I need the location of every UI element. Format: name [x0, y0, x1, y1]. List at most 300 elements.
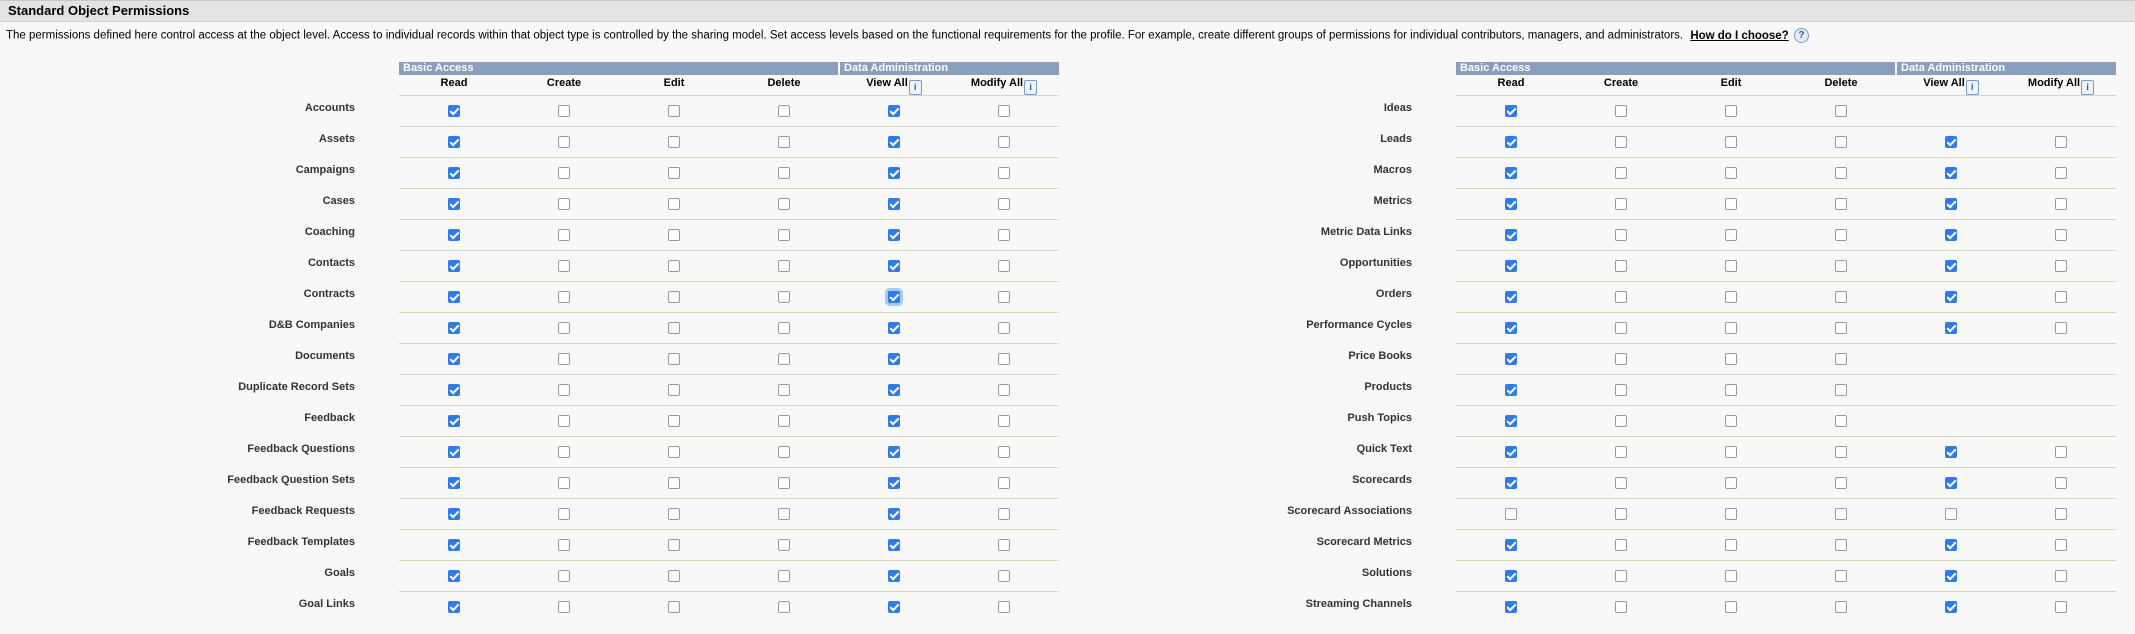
- object-label: Feedback: [304, 411, 355, 424]
- read-checkbox[interactable]: [448, 167, 460, 179]
- col-modify-all: [949, 75, 1059, 96]
- delete-checkbox[interactable]: [1835, 477, 1847, 489]
- read-checkbox[interactable]: [1505, 508, 1517, 520]
- empty-cell: [2006, 375, 2116, 406]
- edit-checkbox[interactable]: [1725, 229, 1737, 241]
- modify-all-checkbox[interactable]: [2055, 508, 2067, 520]
- create-checkbox[interactable]: [558, 229, 570, 241]
- modify-all-checkbox[interactable]: [998, 167, 1010, 179]
- delete-checkbox[interactable]: [778, 601, 790, 613]
- create-checkbox[interactable]: [558, 508, 570, 520]
- permission-cell: [729, 127, 839, 158]
- modify-all-checkbox[interactable]: [2055, 167, 2067, 179]
- object-label: Quick Text: [1356, 442, 1412, 455]
- edit-checkbox[interactable]: [1725, 322, 1737, 334]
- info-icon[interactable]: i: [1024, 80, 1037, 95]
- read-checkbox[interactable]: [448, 539, 460, 551]
- read-checkbox[interactable]: [448, 291, 460, 303]
- permission-cell: [509, 375, 619, 406]
- info-icon[interactable]: i: [909, 80, 922, 95]
- delete-checkbox[interactable]: [1835, 105, 1847, 117]
- view-all-checkbox[interactable]: [888, 446, 900, 458]
- permission-cell: [1566, 220, 1676, 251]
- permission-cell: [1786, 499, 1896, 530]
- permission-cell: [1566, 344, 1676, 375]
- delete-checkbox[interactable]: [778, 477, 790, 489]
- create-checkbox[interactable]: [1615, 198, 1627, 210]
- create-checkbox[interactable]: [558, 477, 570, 489]
- permission-row: [1057, 406, 2116, 437]
- permission-cell: [1456, 592, 1566, 623]
- permission-row: [0, 251, 1059, 282]
- permission-cell: [949, 313, 1059, 344]
- create-checkbox[interactable]: [1615, 322, 1627, 334]
- read-checkbox[interactable]: [1505, 260, 1517, 272]
- edit-checkbox[interactable]: [1725, 570, 1737, 582]
- edit-checkbox[interactable]: [1725, 477, 1737, 489]
- delete-checkbox[interactable]: [778, 539, 790, 551]
- read-checkbox[interactable]: [1505, 198, 1517, 210]
- read-checkbox[interactable]: [448, 136, 460, 148]
- delete-checkbox[interactable]: [1835, 384, 1847, 396]
- permission-row: [1057, 592, 2116, 623]
- view-all-checkbox[interactable]: [888, 570, 900, 582]
- modify-all-checkbox[interactable]: [998, 601, 1010, 613]
- permission-cell: [399, 189, 509, 220]
- permission-cell: [1566, 592, 1676, 623]
- delete-checkbox[interactable]: [1835, 136, 1847, 148]
- permission-cell: [1786, 189, 1896, 220]
- delete-checkbox[interactable]: [1835, 291, 1847, 303]
- permission-cell: [1456, 561, 1566, 592]
- edit-checkbox[interactable]: [1725, 353, 1737, 365]
- create-checkbox[interactable]: [558, 291, 570, 303]
- modify-all-checkbox[interactable]: [998, 260, 1010, 272]
- permission-cell: [1896, 499, 2006, 530]
- permission-cell: [729, 251, 839, 282]
- permission-cell: [839, 375, 949, 406]
- create-checkbox[interactable]: [1615, 229, 1627, 241]
- permission-cell: [2006, 158, 2116, 189]
- permission-cell: [2006, 592, 2116, 623]
- delete-checkbox[interactable]: [1835, 198, 1847, 210]
- permission-row: [0, 406, 1059, 437]
- permission-cell: [509, 406, 619, 437]
- read-checkbox[interactable]: [448, 384, 460, 396]
- permission-cell: [1786, 437, 1896, 468]
- permission-cell: [509, 127, 619, 158]
- permission-row: [1057, 96, 2116, 127]
- read-checkbox[interactable]: [448, 260, 460, 272]
- read-checkbox[interactable]: [1505, 446, 1517, 458]
- permission-cell: [839, 313, 949, 344]
- permission-cell: [729, 344, 839, 375]
- object-label: Scorecard Metrics: [1316, 535, 1412, 548]
- edit-checkbox[interactable]: [668, 384, 680, 396]
- create-checkbox[interactable]: [1615, 105, 1627, 117]
- view-all-checkbox[interactable]: [1945, 601, 1957, 613]
- read-checkbox[interactable]: [448, 415, 460, 427]
- object-label: Push Topics: [1347, 411, 1412, 424]
- permission-cell: [1786, 282, 1896, 313]
- edit-checkbox[interactable]: [1725, 415, 1737, 427]
- delete-checkbox[interactable]: [778, 291, 790, 303]
- delete-checkbox[interactable]: [1835, 322, 1847, 334]
- read-checkbox[interactable]: [448, 477, 460, 489]
- modify-all-checkbox[interactable]: [2055, 477, 2067, 489]
- edit-checkbox[interactable]: [1725, 260, 1737, 272]
- permission-cell: [1896, 251, 2006, 282]
- edit-checkbox[interactable]: [668, 446, 680, 458]
- permission-cell: [1786, 468, 1896, 499]
- create-checkbox[interactable]: [558, 105, 570, 117]
- edit-checkbox[interactable]: [668, 198, 680, 210]
- create-checkbox[interactable]: [558, 260, 570, 272]
- view-all-checkbox[interactable]: [888, 477, 900, 489]
- edit-checkbox[interactable]: [1725, 105, 1737, 117]
- permission-cell: [949, 561, 1059, 592]
- permission-cell: [2006, 437, 2116, 468]
- permission-cell: [949, 96, 1059, 127]
- modify-all-checkbox[interactable]: [2055, 570, 2067, 582]
- create-checkbox[interactable]: [1615, 260, 1627, 272]
- create-checkbox[interactable]: [1615, 384, 1627, 396]
- delete-checkbox[interactable]: [778, 260, 790, 272]
- modify-all-checkbox[interactable]: [998, 105, 1010, 117]
- permission-cell: [2006, 282, 2116, 313]
- permission-cell: [2006, 127, 2116, 158]
- edit-checkbox[interactable]: [668, 539, 680, 551]
- permission-cell: [619, 127, 729, 158]
- modify-all-checkbox[interactable]: [998, 384, 1010, 396]
- edit-checkbox[interactable]: [668, 291, 680, 303]
- edit-checkbox[interactable]: [668, 570, 680, 582]
- delete-checkbox[interactable]: [778, 322, 790, 334]
- create-checkbox[interactable]: [558, 570, 570, 582]
- create-checkbox[interactable]: [558, 322, 570, 334]
- delete-checkbox[interactable]: [778, 229, 790, 241]
- empty-cell: [2006, 96, 2116, 127]
- permission-cell: [1456, 189, 1566, 220]
- edit-checkbox[interactable]: [668, 508, 680, 520]
- view-all-checkbox[interactable]: [1945, 229, 1957, 241]
- create-checkbox[interactable]: [1615, 601, 1627, 613]
- permission-cell: [619, 220, 729, 251]
- permission-cell: [1456, 96, 1566, 127]
- create-checkbox[interactable]: [558, 415, 570, 427]
- modify-all-checkbox[interactable]: [998, 291, 1010, 303]
- create-checkbox[interactable]: [558, 601, 570, 613]
- help-icon[interactable]: ?: [1794, 28, 1809, 43]
- read-checkbox[interactable]: [448, 508, 460, 520]
- permission-cell: [399, 499, 509, 530]
- delete-checkbox[interactable]: [778, 198, 790, 210]
- delete-checkbox[interactable]: [778, 384, 790, 396]
- read-checkbox[interactable]: [448, 446, 460, 458]
- view-all-checkbox[interactable]: [1945, 446, 1957, 458]
- edit-checkbox[interactable]: [1725, 601, 1737, 613]
- permission-cell: [509, 561, 619, 592]
- view-all-checkbox[interactable]: [1945, 477, 1957, 489]
- view-all-checkbox[interactable]: [888, 384, 900, 396]
- edit-checkbox[interactable]: [668, 136, 680, 148]
- permission-cell: [2006, 468, 2116, 499]
- permission-cell: [509, 499, 619, 530]
- view-all-checkbox[interactable]: [888, 105, 900, 117]
- read-checkbox[interactable]: [1505, 291, 1517, 303]
- view-all-checkbox[interactable]: [888, 508, 900, 520]
- create-checkbox[interactable]: [1615, 539, 1627, 551]
- view-all-checkbox[interactable]: [1945, 167, 1957, 179]
- view-all-checkbox[interactable]: [888, 291, 900, 303]
- how-do-i-choose-link[interactable]: How do I choose?: [1690, 29, 1789, 42]
- permission-cell: [1566, 251, 1676, 282]
- delete-checkbox[interactable]: [778, 105, 790, 117]
- read-checkbox[interactable]: [1505, 477, 1517, 489]
- create-checkbox[interactable]: [1615, 353, 1627, 365]
- read-checkbox[interactable]: [448, 198, 460, 210]
- info-icon[interactable]: i: [1966, 80, 1979, 95]
- empty-cell: [1896, 406, 2006, 437]
- permission-cell: [1676, 468, 1786, 499]
- modify-all-checkbox[interactable]: [2055, 446, 2067, 458]
- read-checkbox[interactable]: [1505, 415, 1517, 427]
- col-edit: Edit: [1720, 77, 1742, 89]
- edit-checkbox[interactable]: [668, 477, 680, 489]
- edit-checkbox[interactable]: [1725, 167, 1737, 179]
- permission-cell: [1456, 499, 1566, 530]
- modify-all-checkbox[interactable]: [2055, 291, 2067, 303]
- edit-checkbox[interactable]: [668, 353, 680, 365]
- delete-checkbox[interactable]: [1835, 353, 1847, 365]
- read-checkbox[interactable]: [1505, 353, 1517, 365]
- permission-cell: [949, 127, 1059, 158]
- create-checkbox[interactable]: [558, 198, 570, 210]
- create-checkbox[interactable]: [558, 353, 570, 365]
- read-checkbox[interactable]: [448, 570, 460, 582]
- modify-all-checkbox[interactable]: [998, 198, 1010, 210]
- permission-cell: [619, 499, 729, 530]
- delete-checkbox[interactable]: [778, 136, 790, 148]
- edit-checkbox[interactable]: [668, 322, 680, 334]
- read-checkbox[interactable]: [1505, 105, 1517, 117]
- delete-checkbox[interactable]: [778, 508, 790, 520]
- edit-checkbox[interactable]: [1725, 198, 1737, 210]
- edit-checkbox[interactable]: [668, 415, 680, 427]
- view-all-checkbox[interactable]: [888, 198, 900, 210]
- view-all-checkbox[interactable]: [888, 322, 900, 334]
- edit-checkbox[interactable]: [668, 229, 680, 241]
- modify-all-checkbox[interactable]: [998, 539, 1010, 551]
- delete-checkbox[interactable]: [778, 446, 790, 458]
- create-checkbox[interactable]: [1615, 291, 1627, 303]
- read-checkbox[interactable]: [1505, 136, 1517, 148]
- edit-checkbox[interactable]: [1725, 136, 1737, 148]
- create-checkbox[interactable]: [1615, 167, 1627, 179]
- permission-row: [0, 158, 1059, 189]
- view-all-checkbox[interactable]: [1945, 260, 1957, 272]
- view-all-checkbox[interactable]: [888, 539, 900, 551]
- permission-row: [0, 375, 1059, 406]
- edit-checkbox[interactable]: [1725, 539, 1737, 551]
- permission-cell: [949, 344, 1059, 375]
- permission-cell: [1896, 468, 2006, 499]
- modify-all-checkbox[interactable]: [2055, 229, 2067, 241]
- edit-checkbox[interactable]: [668, 167, 680, 179]
- permission-row: [1057, 530, 2116, 561]
- view-all-checkbox[interactable]: [1945, 291, 1957, 303]
- permission-cell: [839, 406, 949, 437]
- edit-checkbox[interactable]: [1725, 446, 1737, 458]
- delete-checkbox[interactable]: [1835, 508, 1847, 520]
- view-all-checkbox[interactable]: [888, 136, 900, 148]
- modify-all-checkbox[interactable]: [2055, 198, 2067, 210]
- read-checkbox[interactable]: [1505, 167, 1517, 179]
- permission-cell: [619, 375, 729, 406]
- modify-all-checkbox[interactable]: [2055, 136, 2067, 148]
- permission-cell: [1456, 282, 1566, 313]
- create-checkbox[interactable]: [1615, 570, 1627, 582]
- info-icon[interactable]: i: [2081, 80, 2094, 95]
- permission-cell: [509, 96, 619, 127]
- modify-all-checkbox[interactable]: [2055, 260, 2067, 272]
- delete-checkbox[interactable]: [1835, 167, 1847, 179]
- view-all-checkbox[interactable]: [888, 601, 900, 613]
- view-all-checkbox[interactable]: [1945, 136, 1957, 148]
- edit-checkbox[interactable]: [668, 601, 680, 613]
- delete-checkbox[interactable]: [1835, 229, 1847, 241]
- modify-all-checkbox[interactable]: [2055, 322, 2067, 334]
- permission-cell: [1786, 344, 1896, 375]
- permission-cell: [399, 313, 509, 344]
- delete-checkbox[interactable]: [778, 167, 790, 179]
- col-delete: Delete: [767, 77, 801, 89]
- modify-all-checkbox[interactable]: [998, 446, 1010, 458]
- read-checkbox[interactable]: [1505, 229, 1517, 241]
- permission-cell: [1676, 220, 1786, 251]
- delete-checkbox[interactable]: [1835, 446, 1847, 458]
- delete-checkbox[interactable]: [778, 353, 790, 365]
- delete-checkbox[interactable]: [1835, 260, 1847, 272]
- permission-cell: [1456, 375, 1566, 406]
- permission-cell: [1786, 592, 1896, 623]
- delete-checkbox[interactable]: [778, 570, 790, 582]
- permission-cell: [1456, 344, 1566, 375]
- modify-all-checkbox[interactable]: [998, 229, 1010, 241]
- object-label: Contacts: [307, 256, 355, 269]
- permission-cell: [1566, 189, 1676, 220]
- view-all-checkbox[interactable]: [1945, 322, 1957, 334]
- create-checkbox[interactable]: [558, 136, 570, 148]
- permission-cell: [1676, 127, 1786, 158]
- modify-all-checkbox[interactable]: [998, 322, 1010, 334]
- col-view-all: [839, 75, 949, 96]
- read-checkbox[interactable]: [1505, 384, 1517, 396]
- modify-all-checkbox[interactable]: [998, 415, 1010, 427]
- permission-cell: [949, 189, 1059, 220]
- create-checkbox[interactable]: [558, 446, 570, 458]
- delete-checkbox[interactable]: [1835, 539, 1847, 551]
- permission-cell: [1786, 251, 1896, 282]
- read-checkbox[interactable]: [448, 601, 460, 613]
- edit-checkbox[interactable]: [1725, 291, 1737, 303]
- permission-cell: [1566, 158, 1676, 189]
- permission-cell: [619, 96, 729, 127]
- modify-all-checkbox[interactable]: [998, 136, 1010, 148]
- read-checkbox[interactable]: [1505, 570, 1517, 582]
- modify-all-checkbox[interactable]: [998, 508, 1010, 520]
- permission-cell: [1456, 468, 1566, 499]
- read-checkbox[interactable]: [448, 353, 460, 365]
- read-checkbox[interactable]: [1505, 322, 1517, 334]
- read-checkbox[interactable]: [448, 105, 460, 117]
- create-checkbox[interactable]: [1615, 508, 1627, 520]
- permission-cell: [619, 282, 729, 313]
- read-checkbox[interactable]: [448, 229, 460, 241]
- modify-all-checkbox[interactable]: [2055, 601, 2067, 613]
- create-checkbox[interactable]: [558, 384, 570, 396]
- read-checkbox[interactable]: [1505, 539, 1517, 551]
- modify-all-checkbox[interactable]: [2055, 539, 2067, 551]
- read-checkbox[interactable]: [448, 322, 460, 334]
- modify-all-checkbox[interactable]: [998, 570, 1010, 582]
- edit-checkbox[interactable]: [668, 105, 680, 117]
- section-description: [0, 22, 2135, 52]
- edit-checkbox[interactable]: [1725, 508, 1737, 520]
- view-all-checkbox[interactable]: [888, 167, 900, 179]
- object-label: Feedback Questions: [247, 442, 355, 455]
- view-all-checkbox[interactable]: [1945, 508, 1957, 520]
- view-all-checkbox[interactable]: [1945, 198, 1957, 210]
- permission-cell: [729, 220, 839, 251]
- permission-cell: [1896, 220, 2006, 251]
- view-all-checkbox[interactable]: [888, 415, 900, 427]
- view-all-checkbox[interactable]: [888, 260, 900, 272]
- permission-cell: [839, 220, 949, 251]
- create-checkbox[interactable]: [1615, 415, 1627, 427]
- create-checkbox[interactable]: [558, 539, 570, 551]
- view-all-checkbox[interactable]: [1945, 539, 1957, 551]
- create-checkbox[interactable]: [1615, 477, 1627, 489]
- permission-cell: [1566, 127, 1676, 158]
- view-all-checkbox[interactable]: [888, 229, 900, 241]
- permission-cell: [2006, 561, 2116, 592]
- create-checkbox[interactable]: [558, 167, 570, 179]
- modify-all-checkbox[interactable]: [998, 353, 1010, 365]
- permission-row: [0, 530, 1059, 561]
- create-checkbox[interactable]: [1615, 446, 1627, 458]
- delete-checkbox[interactable]: [1835, 601, 1847, 613]
- delete-checkbox[interactable]: [1835, 415, 1847, 427]
- view-all-checkbox[interactable]: [1945, 570, 1957, 582]
- edit-checkbox[interactable]: [1725, 384, 1737, 396]
- delete-checkbox[interactable]: [778, 415, 790, 427]
- view-all-checkbox[interactable]: [888, 353, 900, 365]
- permission-row: [1057, 251, 2116, 282]
- create-checkbox[interactable]: [1615, 136, 1627, 148]
- permission-cell: [2006, 251, 2116, 282]
- read-checkbox[interactable]: [1505, 601, 1517, 613]
- edit-checkbox[interactable]: [668, 260, 680, 272]
- permission-cell: [2006, 530, 2116, 561]
- permission-cell: [1676, 251, 1786, 282]
- col-read: Read: [440, 77, 468, 89]
- empty-cell: [1896, 375, 2006, 406]
- col-modify-all-label: Modify All: [2027, 77, 2081, 89]
- delete-checkbox[interactable]: [1835, 570, 1847, 582]
- permission-cell: [1896, 437, 2006, 468]
- modify-all-checkbox[interactable]: [998, 477, 1010, 489]
